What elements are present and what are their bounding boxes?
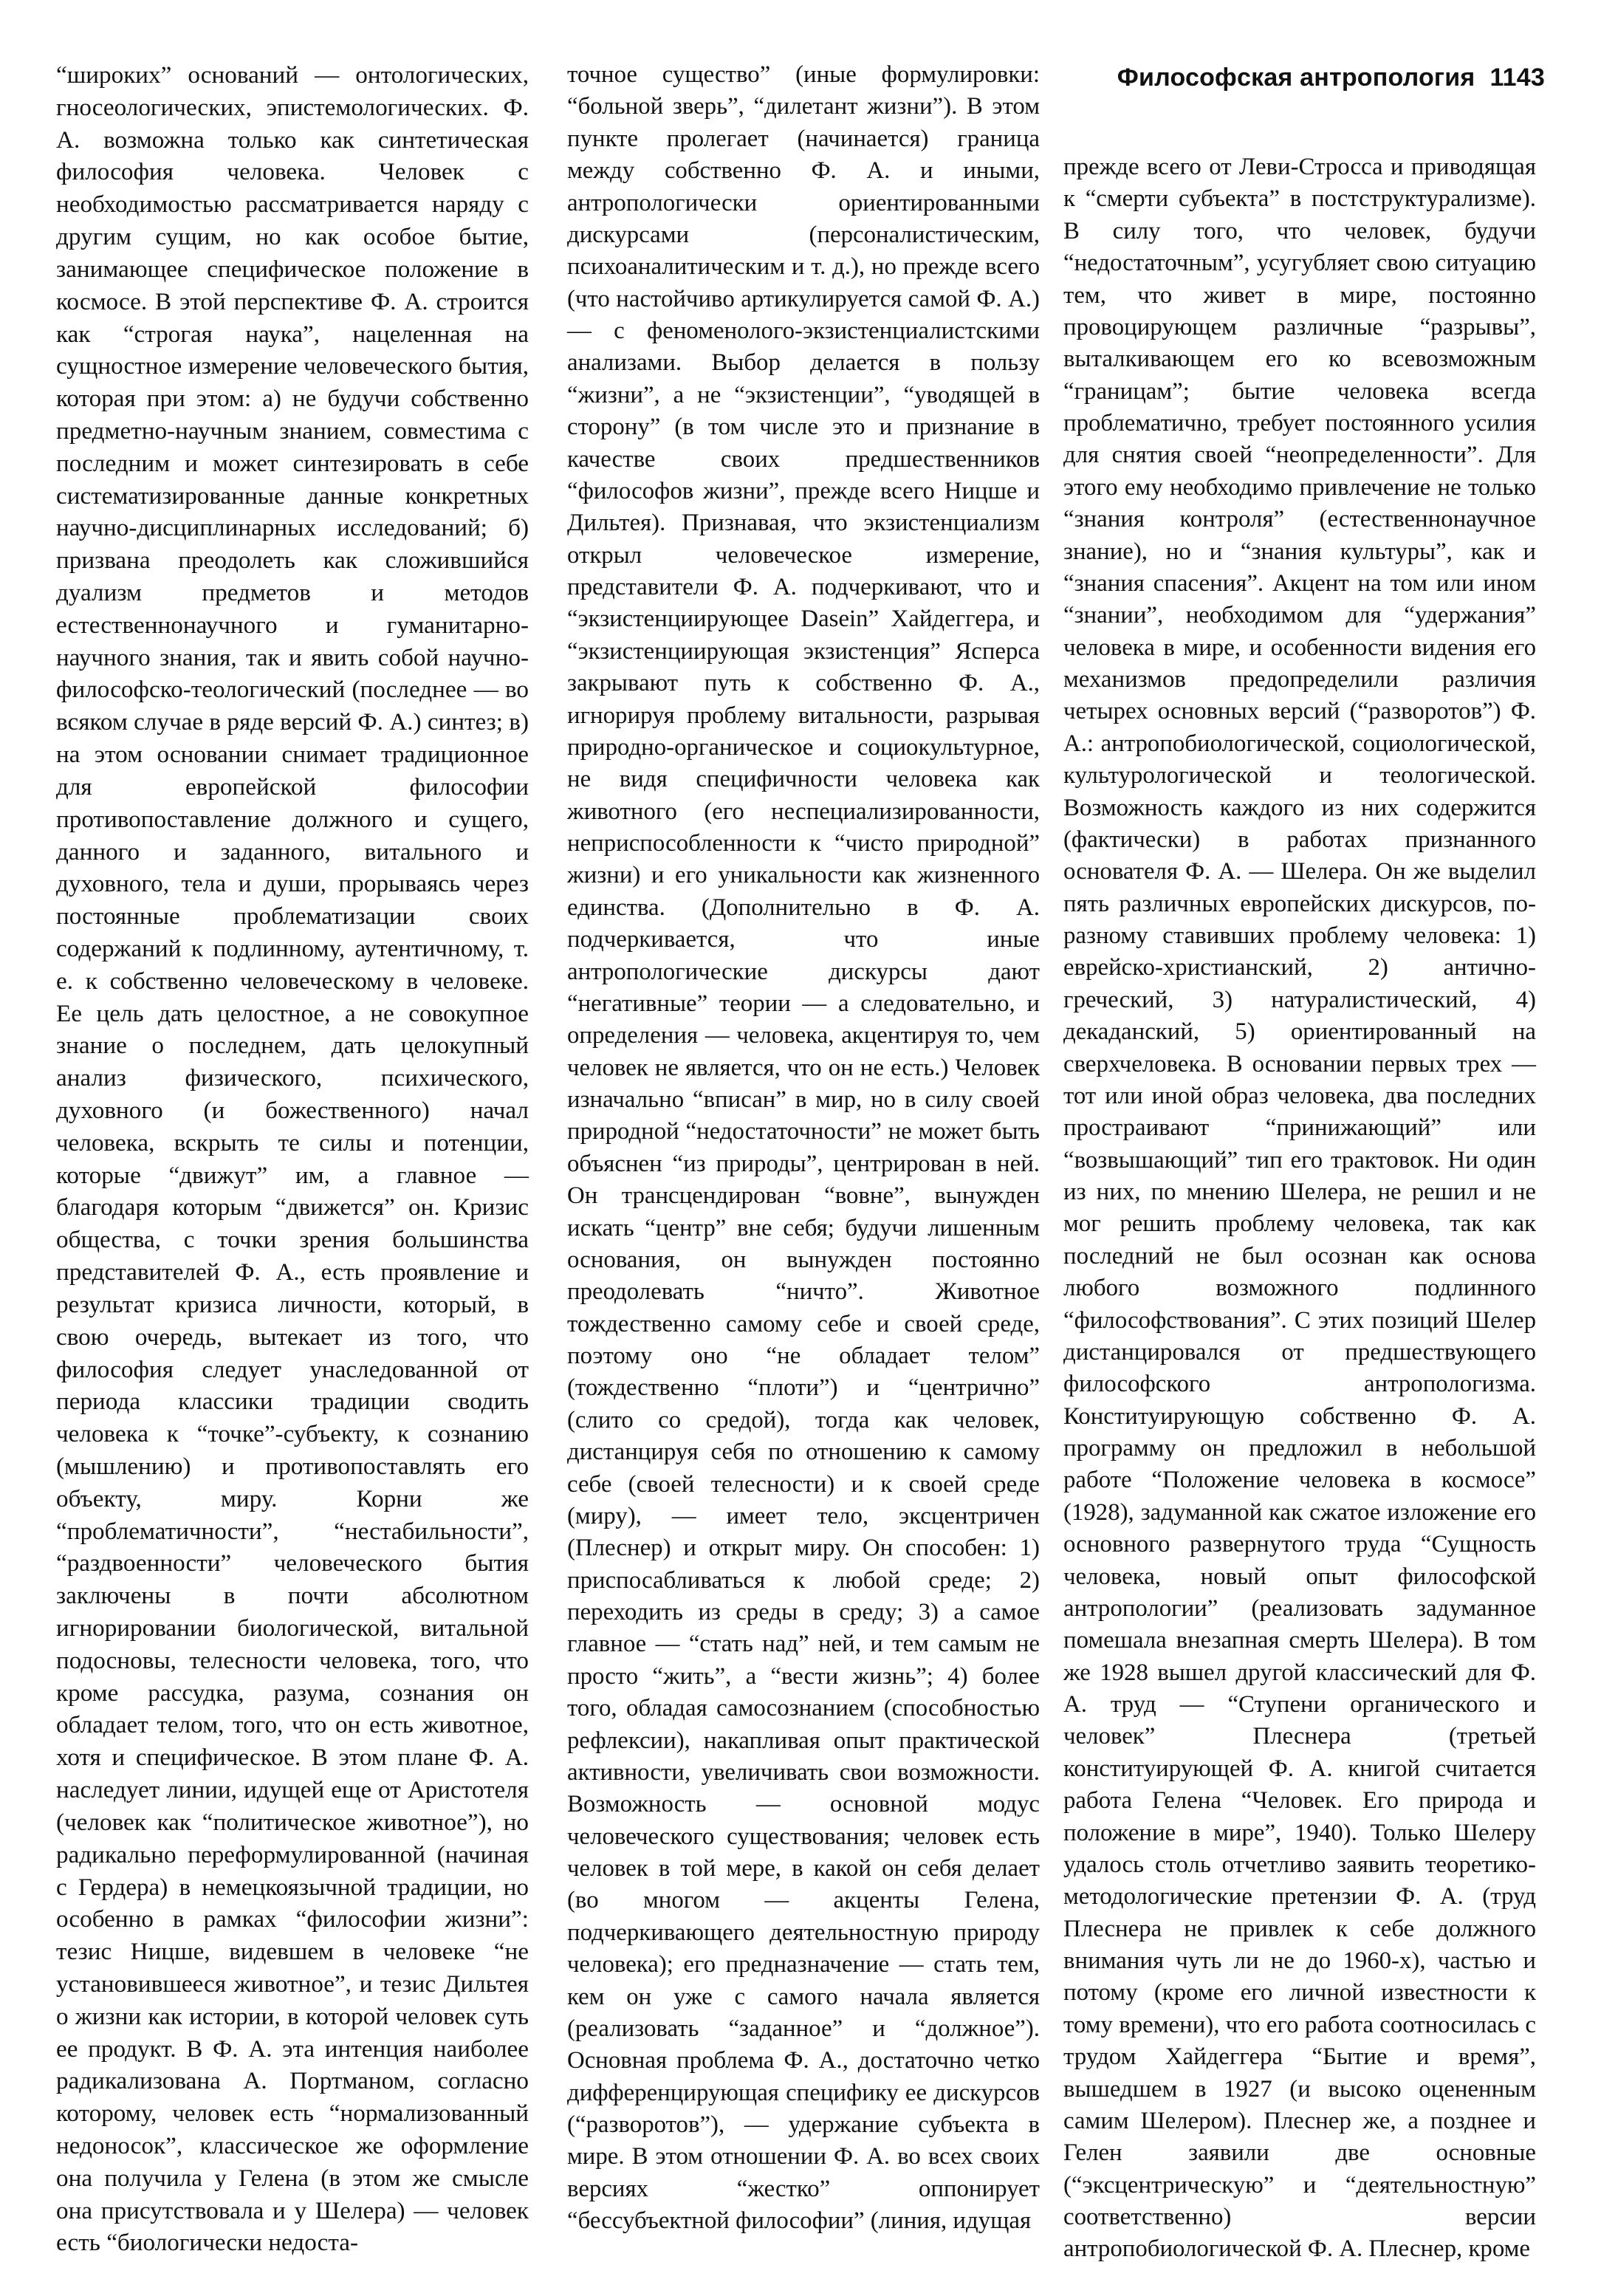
text-column-2 (567, 59, 1040, 2238)
column-2-text: точное существо” (иные формулировки: “больной зверь”, “дилетант жизни”). В этом пункте пролегает (начинается) граница между собственно Ф. А. и иными, антропологически ориентированными дискурсами (персоналистическим, психоаналитическим и т. д.), но прежде всего (что настойчиво артикулируется самой Ф. А.) — с феноменолого-экзистенциалистскими анализами. Выбор делается в пользу “жизни”, а не “экзистенции”, “уводящей в сторону” (в том числе это и признание в качестве своих предшественников “философов жизни”, прежде всего Ницше и Дильтея). Признавая, что экзистенциализм открыл человеческое измерение, представители Ф. А. подчеркивают, что и “экзистенциирующее Dasein” Хайдеггера, и “экзистенциирующая экзистенция” Ясперса закрывают путь к собственно Ф. А., игнорируя проблему витальности, разрывая природно-органическое и социокультурное, не видя специфичности человека как животного (его неспециализированности, неприспособленности к “чисто природной” жизни) и его уникальности как жизненного единства. (Дополнительно в Ф. А. подчеркивается, что иные антропологические дискурсы дают “негативные” теории — а следовательно, и определения — человека, акцентируя то, чем человек не является, что он не есть.) Человек изначально “вписан” в мир, но в силу своей природной “недостаточности” не может быть объяснен “из природы”, центрирован в ней. Он трансцендирован “вовне”, вынужден искать “центр” вне себя; будучи лишенным основания, он вынужден постоянно преодолевать “ничто”. Животное тождественно самому себе и своей среде, поэтому оно “не обладает телом” (тождественно “плоти”) и “центрично” (слито со средой), тогда как человек, дистанцируя себя по отношению к самому себе (своей телесности) и к своей среде (миру), — имеет тело, эксцентричен (Плеснер) и открыт миру. Он способен: 1) приспосабливаться к любой среде; 2) переходить из среды в среду; 3) а самое главное — “стать над” ней, и тем самым не просто “жить”, а “вести жизнь”; 4) более того, обладая самосознанием (способностью рефлексии), накапливая опыт практической активности, увеличивать свои возможности. Возможность — основной модус человеческого существования; человек есть человек в той мере, в какой он себя делает (во многом — акценты Гелена, подчеркивающего деятельностную природу человека); его предназначение — стать тем, кем он уже с самого начала является (реализовать “заданное” и “должное”). Основная проблема Ф. А., достаточно четко дифференцирующая специфику ее дискурсов (“разворотов”), — удержание субъекта в мире. В этом отношении Ф. А. во всех своих версиях “жестко” оппонирует “бессубъектной философии” (линия, идущая (567, 61, 1040, 2235)
running-header (1097, 64, 1545, 92)
page-number: 1143 (1489, 64, 1545, 92)
column-3-text: прежде всего от Леви-Стросса и приводящая к “смерти субъекта” в постструктурализме). В силу того, что человек, будучи “недостаточным”, усугубляет свою ситуацию тем, что живет в мире, постоянно провоцирующем различные “разрывы”, выталкивающем его ко всевозможным “границам”; бытие человека всегда проблематично, требует постоянного усилия для снятия своей “неопределенности”. Для этого ему необходимо привлечение не только “знания контроля” (естественнонаучное знание), но и “знания культуры”, как и “знания спасения”. Акцент на том или ином “знании”, необходимом для “удержания” человека в мире, и особенности видения его механизмов предопределили различия четырех основных версий (“разворотов”) Ф. А.: антропобиологической, социологической, культурологической и теологической. Возможность каждого из них содержится (фактически) в работах признанного основателя Ф. А. — Шелера. Он же выделил пять различных европейских дискурсов, по-разному ставивших проблему человека: 1) еврейско-христианский, 2) антично-греческий, 3) натуралистический, 4) декаданский, 5) ориентированный на сверхчеловека. В основании первых трех — тот или иной образ человека, два последних простраивают “принижающий” или “возвышающий” тип его трактовок. Ни один из них, по мнению Шелера, не решил и не мог решить проблему человека, так как последний не был осознан как основа любого возможного подлинного “философствования”. С этих позиций Шелер дистанцировался от предшествующего философского антропологизма. Конституирующую собственно Ф. А. программу он предложил в небольшой работе “Положение человека в космосе” (1928), задуманной как сжатое изложение его основного развернутого труда “Сущность человека, новый опыт философской антропологии” (реализовать задуманное помешала внезапная смерть Шелера). В том же 1928 вышел другой классический для Ф. А. труд — “Ступени органического и человек” Плеснера (третьей конституирующей Ф. А. книгой считается работа Гелена “Человек. Его природа и положение в мире”, 1940). Только Шелеру удалось столь отчетливо заявить теоретико-методологические претензии Ф. А. (труд Плеснера не привлек к себе должного внимания чуть ли не до 1960-х), частью и потому (кроме его личной известности к тому времени), что его работа соотносилась с трудом Хайдеггера “Бытие и время”, вышедшем в 1927 (и высоко оцененным самим Шелером). Плеснер же, а позднее и Гелен заявили две основные (“эксцентрическую” и “деятельностную” соответственно) версии антропобиологической Ф. А. Плеснер, кроме (1063, 154, 1536, 2263)
text-column-3 (1063, 151, 1536, 2266)
column-1-text: “широких” оснований — онтологических, гносеологических, эпистемологических. Ф. А. возможна только как синтетическая философия человека. Человек с необходимостью рассматривается наряду с другим сущим, но как особое бытие, занимающее специфическое положение в космосе. В этой перспективе Ф. А. строится как “строгая наука”, нацеленная на сущностное измерение человеческого бытия, которая при этом: а) не будучи собственно предметно-научным знанием, совместима с последним и может синтезировать в себе систематизированные данные конкретных научно-дисциплинарных исследований; б) призвана преодолеть как сложившийся дуализм предметов и методов естественнонаучного и гуманитарно-научного знания, так и явить собой научно-философско-теологический (последнее — во всяком случае в ряде версий Ф. А.) синтез; в) на этом основании снимает традиционное для европейской философии противопоставление должного и сущего, данного и заданного, витального и духовного, тела и души, прорываясь через постоянные проблематизации своих содержаний к подлинному, аутентичному, т. е. к собственно человеческому в человеке. Ее цель дать целостное, а не совокупное знание о последнем, дать целокупный анализ физического, психического, духовного (и божественного) начал человека, вскрыть те силы и потенции, которые “движут” им, а главное — благодаря которым “движется” он. Кризис общества, с точки зрения большинства представителей Ф. А., есть проявление и результат кризиса личности, который, в свою очередь, вытекает из того, что философия следует унаследованной от периода классики традиции сводить человека к “точке”-субъекту, к сознанию (мышлению) и противопоставлять его объекту, миру. Корни же “проблематичности”, “нестабильности”, “раздвоенности” человеческого бытия заключены в почти абсолютном игнорировании биологической, витальной подосновы, телесности человека, того, что кроме рассудка, разума, сознания он обладает телом, того, что он есть животное, хотя и специфическое. В этом плане Ф. А. наследует линии, идущей еще от Аристотеля (человек как “политическое животное”), но радикально переформулированной (начиная с Гердера) в немецкоязычной традиции, но особенно в рамках “философии жизни”: тезис Ницше, видевшем в человеке “не установившееся животное”, и тезис Дильтея о жизни как истории, в которой человек суть ее продукт. В Ф. А. эта интенция наиболее радикализована А. Портманом, согласно которому, человек есть “нормализованный недоносок”, классическое же оформление она получила у Гелена (в этом же смысле она присутствовала и у Шелера) — человек есть “биологически недоста- (56, 61, 529, 2257)
header-title: Философская антропология (1117, 64, 1475, 92)
text-column-1 (56, 59, 529, 2259)
